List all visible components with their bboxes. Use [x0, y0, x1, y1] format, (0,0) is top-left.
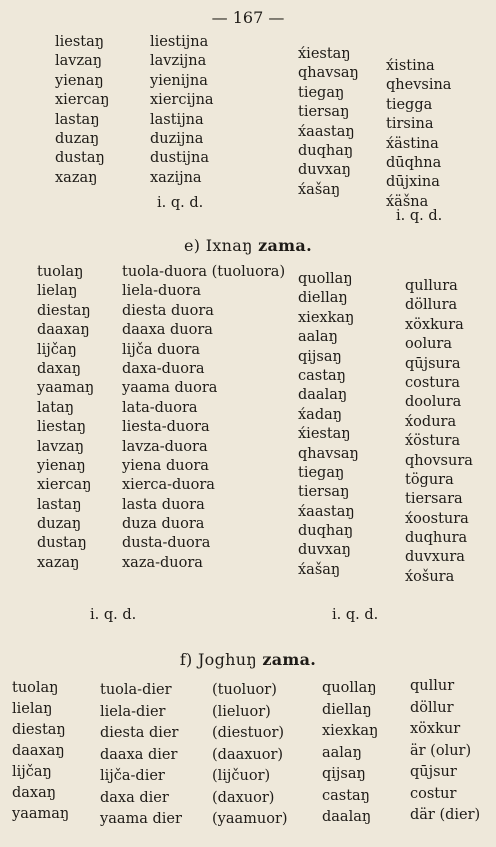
word-entry: tirsina — [386, 116, 434, 133]
word-entry: quollaŋ — [298, 271, 353, 287]
word-entry: tögura — [405, 471, 454, 488]
word-entry: daaxa dier — [100, 746, 178, 763]
section-d-col3 — [298, 45, 359, 200]
word-entry: doolura — [405, 394, 462, 411]
word-entry: daxa-duora — [122, 360, 205, 377]
word-entry: diellaŋ — [322, 701, 372, 718]
word-entry: x́ästina — [386, 135, 439, 152]
word-entry: x́aastaŋ — [298, 503, 355, 520]
word-entry: lavzaŋ — [37, 438, 85, 455]
word-entry: dūjxina — [386, 174, 440, 191]
word-entry: lavzaŋ — [55, 53, 103, 70]
word-entry: x́ošura — [405, 568, 455, 585]
word-entry: qullura — [405, 278, 458, 294]
section-f-zama: zama. — [262, 650, 317, 669]
word-entry: qhavsaŋ — [298, 65, 359, 82]
word-entry: liesta-duora — [122, 419, 210, 436]
word-entry: qijsaŋ — [322, 766, 366, 782]
word-entry: xiexkaŋ — [298, 309, 355, 326]
word-entry: lata-duora — [122, 399, 198, 416]
section-e-col1 — [37, 263, 94, 573]
word-entry: lielaŋ — [37, 283, 78, 300]
word-entry: daaxa duora — [122, 322, 213, 339]
word-entry: qijsaŋ — [298, 348, 342, 365]
word-entry: (diestuor) — [212, 725, 285, 741]
word-entry: duvxaŋ — [298, 162, 351, 179]
section-f-col4 — [322, 678, 378, 829]
page-number: — 167 — — [211, 8, 285, 27]
word-entry: duqhaŋ — [298, 142, 354, 159]
word-entry: (daaxuor) — [212, 746, 284, 763]
word-entry: x́aastaŋ — [298, 123, 355, 140]
word-entry: duza duora — [122, 516, 205, 533]
word-entry: tiegaŋ — [298, 464, 345, 481]
word-entry: duqhaŋ — [298, 523, 354, 540]
word-entry: duzaŋ — [55, 130, 100, 147]
word-entry: dusta-duora — [122, 535, 211, 552]
word-entry: qullur — [410, 678, 455, 694]
word-entry: diesta duora — [122, 302, 214, 319]
word-entry: qhevsina — [386, 77, 452, 94]
word-entry: qhavsaŋ — [298, 445, 359, 462]
word-entry: (tuoluor) — [212, 682, 277, 698]
word-entry: duvxura — [405, 549, 465, 566]
word-entry: duzijna — [150, 130, 204, 147]
word-entry: tiersaŋ — [298, 104, 350, 121]
word-entry: x́östura — [405, 433, 461, 450]
word-entry: castaŋ — [298, 367, 347, 384]
word-entry: x́iestaŋ — [298, 426, 351, 443]
word-entry: diellaŋ — [298, 290, 348, 307]
word-entry: (lijčuor) — [212, 768, 271, 784]
section-e-col2 — [122, 263, 285, 573]
word-entry: daaxaŋ — [37, 322, 90, 339]
word-entry: aalaŋ — [322, 744, 362, 761]
word-entry: (lieluor) — [212, 703, 271, 720]
word-entry: dūqhna — [386, 154, 442, 171]
word-entry: diesta dier — [100, 725, 179, 741]
word-entry: lielaŋ — [12, 701, 53, 717]
word-entry: lavzijna — [150, 53, 207, 70]
word-entry: dustaŋ — [37, 535, 87, 552]
section-f-col1 — [12, 678, 69, 825]
word-entry: diestaŋ — [37, 302, 91, 319]
word-entry: lijčaŋ — [37, 341, 77, 358]
word-entry: xiercaŋ — [55, 92, 110, 109]
iqd-note: i. q. d. — [157, 195, 204, 211]
section-e-label: e) Ixnaŋ — [184, 236, 253, 255]
word-entry: tiersaŋ — [298, 484, 350, 501]
word-entry: lijča duora — [122, 341, 201, 358]
word-entry: daalaŋ — [298, 387, 348, 404]
word-entry: yaamaŋ — [12, 806, 70, 822]
word-entry: daaxaŋ — [12, 743, 65, 759]
word-entry: x́oostura — [405, 510, 469, 527]
word-entry: liela-duora — [122, 283, 201, 300]
word-entry: diestaŋ — [12, 722, 66, 738]
word-entry: dustaŋ — [55, 150, 105, 167]
word-entry: är (olur) — [410, 742, 472, 759]
section-d-col1 — [55, 33, 109, 188]
word-entry: liestaŋ — [55, 34, 105, 50]
word-entry: daxaŋ — [37, 360, 82, 377]
word-entry: x́iestaŋ — [298, 46, 351, 62]
word-entry: lijčaŋ — [12, 764, 52, 780]
word-entry: tuola-dier — [100, 682, 172, 698]
word-entry: xazaŋ — [55, 169, 98, 186]
word-entry: xiexkaŋ — [322, 723, 379, 739]
word-entry: lastaŋ — [37, 496, 82, 513]
word-entry: yaamaŋ — [37, 380, 95, 397]
word-entry: yaama duora — [122, 380, 218, 397]
word-entry: xiercijna — [150, 92, 214, 109]
word-entry: tiegaŋ — [298, 84, 345, 101]
section-e-col3 — [298, 270, 359, 580]
word-entry: quollaŋ — [322, 680, 377, 696]
word-entry: aalaŋ — [298, 329, 338, 346]
word-entry: lastijna — [150, 111, 204, 128]
word-entry: lastaŋ — [55, 111, 100, 128]
word-entry: qūjsura — [405, 355, 461, 372]
word-entry: där (dier) — [410, 807, 481, 823]
word-entry: daxaŋ — [12, 785, 57, 801]
section-f-col3 — [212, 680, 288, 831]
section-f-col5 — [410, 676, 480, 827]
word-entry: x́adaŋ — [298, 406, 343, 423]
word-entry: (yaamuor) — [212, 811, 288, 827]
word-entry: tiersara — [405, 491, 463, 508]
word-entry: döllura — [405, 297, 458, 314]
word-entry: costur — [410, 785, 457, 802]
word-entry: duqhura — [405, 530, 468, 547]
section-d-col2 — [150, 33, 214, 188]
section-e-heading — [0, 236, 496, 255]
word-entry: yiena duora — [122, 457, 209, 474]
section-f-label: f) Joghuŋ — [179, 650, 257, 669]
iqd-note: i. q. d. — [332, 607, 379, 623]
word-entry: qūjsur — [410, 764, 457, 780]
word-entry: döllur — [410, 699, 454, 716]
word-entry: xierca-duora — [122, 477, 215, 494]
word-entry: yienaŋ — [55, 72, 104, 89]
word-entry: liela-dier — [100, 703, 166, 720]
word-entry: x́ašaŋ — [298, 181, 341, 198]
section-d-col4 — [386, 57, 451, 212]
word-entry: daxa dier — [100, 789, 169, 806]
word-entry: xaza-duora — [122, 554, 203, 571]
word-entry: lavza-duora — [122, 438, 208, 455]
word-entry: xöxkur — [410, 721, 461, 737]
word-entry: liestaŋ — [37, 419, 87, 436]
word-entry: daalaŋ — [322, 809, 372, 825]
word-entry: tuola-duora (tuoluora) — [122, 264, 286, 280]
word-entry: tuolaŋ — [37, 264, 84, 280]
word-entry: qhovsura — [405, 452, 473, 469]
word-entry: lasta duora — [122, 496, 205, 513]
word-entry: yienijna — [150, 72, 208, 89]
section-f-col2 — [100, 680, 182, 831]
word-entry: lijča-dier — [100, 768, 165, 784]
word-entry: costura — [405, 374, 461, 391]
word-entry: tiegga — [386, 96, 433, 113]
word-entry: (daxuor) — [212, 789, 275, 806]
word-entry: xiercaŋ — [37, 477, 92, 494]
word-entry: x́istina — [386, 58, 435, 74]
word-entry: x́ašaŋ — [298, 561, 341, 578]
word-entry: xazijna — [150, 169, 202, 186]
word-entry: xazaŋ — [37, 554, 80, 571]
word-entry: x́odura — [405, 413, 457, 430]
word-entry: castaŋ — [322, 787, 371, 804]
iqd-note: i. q. d. — [90, 607, 137, 623]
word-entry: dustijna — [150, 150, 210, 167]
section-e-col4 — [405, 277, 473, 587]
word-entry: duzaŋ — [37, 516, 82, 533]
section-f-heading — [0, 650, 496, 669]
word-entry: oolura — [405, 336, 453, 353]
word-entry: x́äšna — [386, 193, 429, 210]
word-entry: duvxaŋ — [298, 542, 351, 559]
word-entry: yienaŋ — [37, 457, 86, 474]
word-entry: tuolaŋ — [12, 680, 59, 696]
word-entry: lataŋ — [37, 399, 75, 416]
word-entry: liestijna — [150, 34, 209, 50]
iqd-note: i. q. d. — [396, 208, 443, 224]
section-e-zama: zama. — [258, 236, 312, 255]
word-entry: xöxkura — [405, 316, 464, 333]
word-entry: yaama dier — [100, 811, 182, 827]
